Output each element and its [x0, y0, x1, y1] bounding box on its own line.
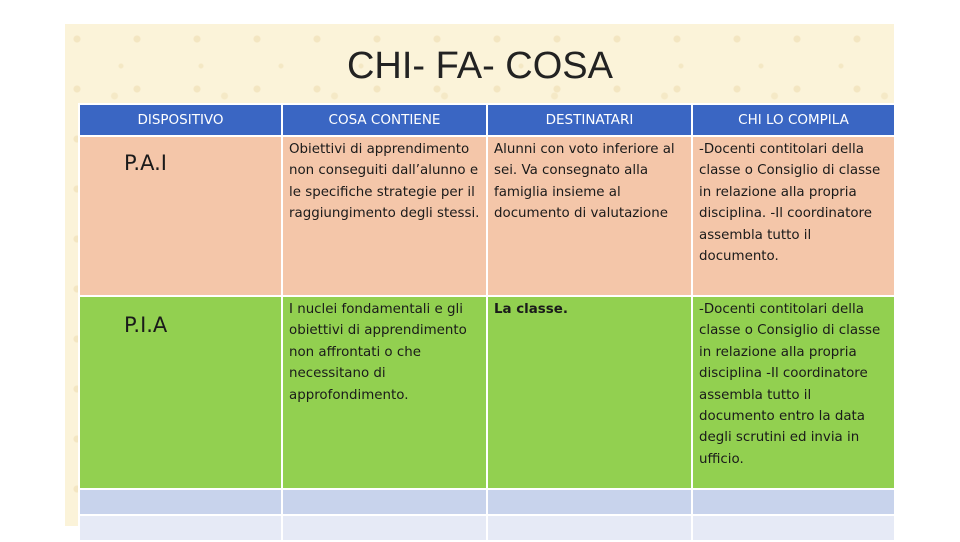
- empty-cell: [692, 489, 895, 515]
- header-cosa-contiene: COSA CONTIENE: [282, 104, 487, 136]
- empty-cell: [282, 489, 487, 515]
- empty-cell: [79, 515, 282, 541]
- cell-dispositivo: P.I.A: [79, 296, 282, 489]
- header-chi-lo-compila: CHI LO COMPILA: [692, 104, 895, 136]
- cell-chi-lo-compila: -Docenti contitolari della classe o Consiglio di classe in relazione alla propria disciplina -Il coordinatore assembla tutto il documento entro la data degli scrutini ed invia in ufficio.: [692, 296, 895, 489]
- slide-title: CHI- FA- COSA: [346, 45, 614, 87]
- table-row-empty: [79, 489, 895, 515]
- chi-fa-cosa-table: [78, 103, 896, 542]
- cell-destinatari: La classe.: [487, 296, 692, 489]
- header-dispositivo: DISPOSITIVO: [79, 104, 282, 136]
- table-row-pia: [79, 296, 895, 489]
- table-row-pai: [79, 136, 895, 296]
- cell-dispositivo: P.A.I: [79, 136, 282, 296]
- cell-cosa-contiene: I nuclei fondamentali e gli obiettivi di apprendimento non affrontati o che necessitano di approfondimento.: [282, 296, 487, 489]
- empty-cell: [282, 515, 487, 541]
- empty-cell: [79, 489, 282, 515]
- cell-cosa-contiene: Obiettivi di apprendimento non conseguiti dall’alunno e le specifiche strategie per il raggiungimento degli stessi.: [282, 136, 487, 296]
- cell-destinatari: Alunni con voto inferiore al sei. Va consegnato alla famiglia insieme al documento di valutazione: [487, 136, 692, 296]
- table-header-row: [79, 104, 895, 136]
- cell-chi-lo-compila: -Docenti contitolari della classe o Consiglio di classe in relazione alla propria disciplina. -Il coordinatore assembla tutto il documento.: [692, 136, 895, 296]
- table-row-empty: [79, 515, 895, 541]
- empty-cell: [692, 515, 895, 541]
- header-destinatari: DESTINATARI: [487, 104, 692, 136]
- empty-cell: [487, 489, 692, 515]
- empty-cell: [487, 515, 692, 541]
